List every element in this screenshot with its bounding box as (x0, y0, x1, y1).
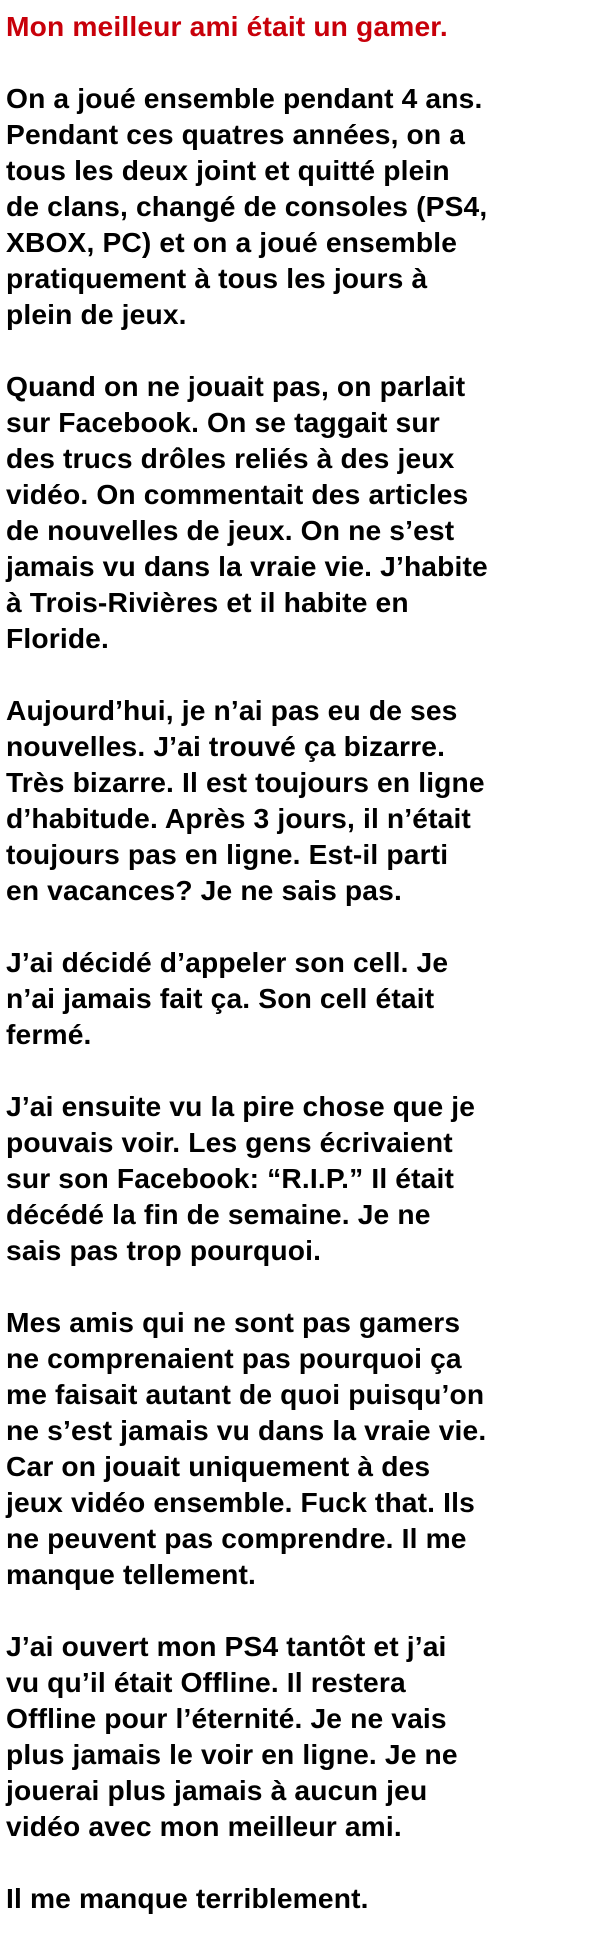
paragraph-line: décédé la fin de semaine. Je ne (6, 1198, 431, 1230)
paragraph-line: en vacances? Je ne sais pas. (6, 874, 402, 906)
story-title: Mon meilleur ami était un gamer. (6, 10, 448, 42)
paragraph (6, 368, 598, 656)
paragraph-line: me faisait autant de quoi puisqu’on (6, 1378, 485, 1410)
paragraph-line: à Trois-Rivières et il habite en (6, 586, 409, 618)
paragraph-line: fermé. (6, 1018, 92, 1050)
paragraph-line: des trucs drôles reliés à des jeux (6, 442, 455, 474)
paragraph-line: tous les deux joint et quitté plein (6, 154, 450, 186)
paragraph-line: ne peuvent pas comprendre. Il me (6, 1522, 467, 1554)
paragraph (6, 80, 598, 332)
paragraph-line: sur son Facebook: “R.I.P.” Il était (6, 1162, 455, 1194)
paragraph-line: jeux vidéo ensemble. Fuck that. Ils (6, 1486, 475, 1518)
paragraph-line: sur Facebook. On se taggait sur (6, 406, 440, 438)
paragraph-line: manque tellement. (6, 1558, 257, 1590)
paragraph-line: vidéo. On commentait des articles (6, 478, 469, 510)
paragraph-line: vidéo avec mon meilleur ami. (6, 1810, 402, 1842)
paragraph-line: jouerai plus jamais à aucun jeu (6, 1774, 428, 1806)
paragraph-line: Car on jouait uniquement à des (6, 1450, 431, 1482)
paragraph-line: pratiquement à tous les jours à (6, 262, 428, 294)
paragraph (6, 944, 598, 1052)
paragraph-line: d’habitude. Après 3 jours, il n’était (6, 802, 471, 834)
paragraph-line: Aujourd’hui, je n’ai pas eu de ses (6, 694, 458, 726)
paragraph (6, 1880, 598, 1916)
story-body (6, 80, 598, 1916)
paragraph-line: de nouvelles de jeux. On ne s’est (6, 514, 455, 546)
paragraph-line: pouvais voir. Les gens écrivaient (6, 1126, 453, 1158)
paragraph-line: Très bizarre. Il est toujours en ligne (6, 766, 485, 798)
paragraph-line: Pendant ces quatres années, on a (6, 118, 466, 150)
paragraph-line: sais pas trop pourquoi. (6, 1234, 322, 1266)
paragraph-line: Floride. (6, 622, 109, 654)
paragraph-line: de clans, changé de consoles (PS4, (6, 190, 488, 222)
paragraph-line: ne s’est jamais vu dans la vraie vie. (6, 1414, 487, 1446)
paragraph-line: Offline pour l’éternité. Je ne vais (6, 1702, 447, 1734)
paragraph-line: Quand on ne jouait pas, on parlait (6, 370, 466, 402)
paragraph-line: plein de jeux. (6, 298, 187, 330)
story-document (6, 8, 598, 1952)
paragraph-line: plus jamais le voir en ligne. Je ne (6, 1738, 458, 1770)
paragraph (6, 1628, 598, 1844)
paragraph-line: On a joué ensemble pendant 4 ans. (6, 82, 483, 114)
paragraph (6, 1304, 598, 1592)
paragraph-line: n’ai jamais fait ça. Son cell était (6, 982, 435, 1014)
paragraph-line: jamais vu dans la vraie vie. J’habite (6, 550, 488, 582)
paragraph-line: XBOX, PC) et on a joué ensemble (6, 226, 458, 258)
paragraph-line: ne comprenaient pas pourquoi ça (6, 1342, 462, 1374)
paragraph (6, 692, 598, 908)
paragraph-line: Il me manque terriblement. (6, 1882, 369, 1914)
paragraph-line: toujours pas en ligne. Est-il parti (6, 838, 449, 870)
paragraph-line: vu qu’il était Offline. Il restera (6, 1666, 406, 1698)
paragraph (6, 1088, 598, 1268)
paragraph-line: J’ai décidé d’appeler son cell. Je (6, 946, 449, 978)
paragraph-line: Mes amis qui ne sont pas gamers (6, 1306, 461, 1338)
paragraph-line: nouvelles. J’ai trouvé ça bizarre. (6, 730, 446, 762)
paragraph-line: J’ai ouvert mon PS4 tantôt et j’ai (6, 1630, 447, 1662)
paragraph-line: J’ai ensuite vu la pire chose que je (6, 1090, 476, 1122)
